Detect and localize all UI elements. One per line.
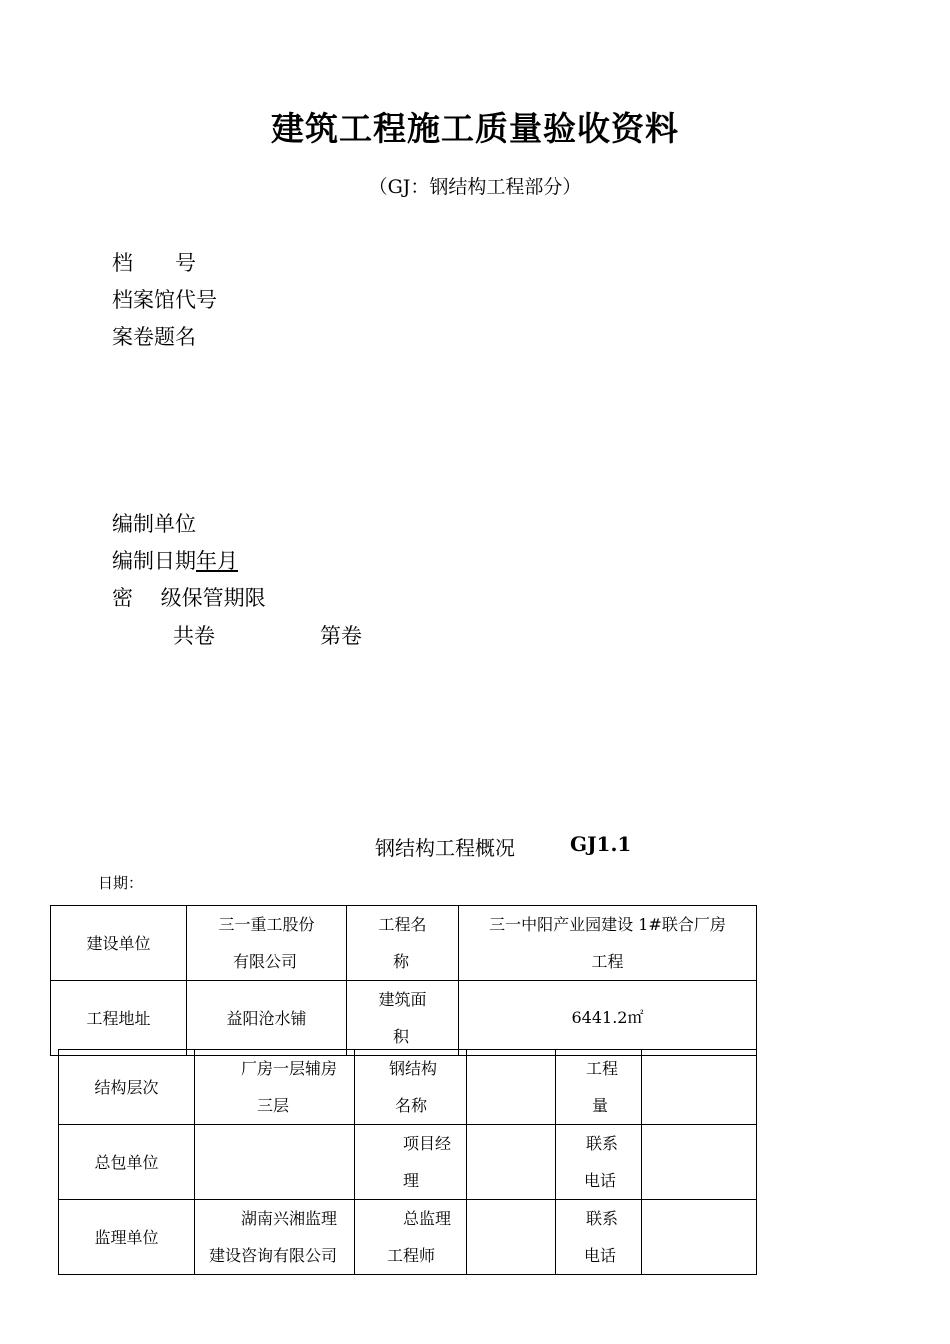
cell-label3 bbox=[556, 1200, 642, 1275]
cell-label: 建设单位 bbox=[51, 906, 187, 981]
total-volumes-label: 共卷 bbox=[173, 624, 215, 648]
cell-line: 钢结构 bbox=[389, 1059, 438, 1078]
cell-line: 积 bbox=[393, 1027, 410, 1046]
cell-label2 bbox=[355, 1125, 467, 1200]
cell-label3 bbox=[556, 1125, 642, 1200]
cell-line: 联系 bbox=[586, 1209, 619, 1228]
cell-label: 总包单位 bbox=[59, 1125, 195, 1200]
compile-date-row bbox=[112, 545, 238, 575]
table-row bbox=[59, 1125, 757, 1200]
cell-label2 bbox=[355, 1050, 467, 1125]
table-row bbox=[59, 1050, 757, 1125]
cell-value bbox=[195, 1200, 355, 1275]
volume-no-label: 第卷 bbox=[320, 624, 362, 648]
cell-value2 bbox=[467, 1125, 556, 1200]
cell-line: 理 bbox=[403, 1171, 420, 1190]
cell-value2 bbox=[459, 906, 757, 981]
cell-line: 厂房一层辅房 bbox=[241, 1059, 338, 1078]
cell-line: 有限公司 bbox=[233, 952, 298, 971]
cell-label: 工程地址 bbox=[51, 981, 187, 1056]
cell-label2 bbox=[347, 906, 459, 981]
cell-line: 工程 bbox=[591, 952, 624, 971]
overview-table-lower bbox=[58, 1049, 757, 1275]
cell-label2 bbox=[347, 981, 459, 1056]
cell-value bbox=[195, 1050, 355, 1125]
cell-label: 监理单位 bbox=[59, 1200, 195, 1275]
cell-line: 工程 bbox=[586, 1059, 619, 1078]
cell-value2: 6441.2㎡ bbox=[459, 981, 757, 1056]
overview-title: 钢结构工程概况 bbox=[375, 836, 515, 860]
cell-line: 工程名 bbox=[378, 915, 427, 934]
cell-label2 bbox=[355, 1200, 467, 1275]
cell-value2 bbox=[467, 1200, 556, 1275]
table-row bbox=[51, 981, 757, 1056]
cell-value bbox=[195, 1125, 355, 1200]
overview-code: GJ1.1 bbox=[570, 832, 632, 856]
cell-line: 总监理 bbox=[403, 1209, 452, 1228]
archive-code-label: 档案馆代号 bbox=[112, 288, 217, 312]
compile-date-label: 编制日期 bbox=[112, 549, 196, 573]
cell-line: 三一中阳产业园建设 1#联合厂房 bbox=[489, 915, 726, 934]
cell-value: 益阳沧水铺 bbox=[187, 981, 347, 1056]
file-no-label: 档 号 bbox=[112, 251, 196, 275]
cell-line: 联系 bbox=[586, 1134, 619, 1153]
cell-value3 bbox=[642, 1050, 757, 1125]
cell-value2 bbox=[467, 1050, 556, 1125]
overview-date-label: 日期： bbox=[98, 874, 144, 892]
cell-label3 bbox=[556, 1050, 642, 1125]
document-title: 建筑工程施工质量验收资料 bbox=[271, 109, 679, 148]
table-row bbox=[51, 906, 757, 981]
cell-line: 建筑面 bbox=[378, 990, 427, 1009]
cell-line: 湖南兴湘监理 bbox=[241, 1209, 338, 1228]
cell-label: 结构层次 bbox=[59, 1050, 195, 1125]
compile-date-value: 年月 bbox=[196, 549, 238, 573]
document-subtitle: （GJ：钢结构工程部分） bbox=[368, 176, 582, 198]
volume-title-label: 案卷题名 bbox=[112, 325, 196, 349]
cell-line: 工程师 bbox=[387, 1246, 436, 1265]
cell-value3 bbox=[642, 1125, 757, 1200]
cell-line: 项目经 bbox=[403, 1134, 452, 1153]
cell-line: 电话 bbox=[584, 1171, 617, 1190]
cell-line: 三层 bbox=[257, 1096, 290, 1115]
cell-line: 量 bbox=[592, 1096, 609, 1115]
secret-level-label: 密 级保管期限 bbox=[112, 586, 266, 610]
cell-line: 称 bbox=[393, 952, 410, 971]
cell-line: 建设咨询有限公司 bbox=[209, 1246, 338, 1265]
cell-line: 名称 bbox=[395, 1096, 428, 1115]
cell-value3 bbox=[642, 1200, 757, 1275]
table-row bbox=[59, 1200, 757, 1275]
cell-value bbox=[187, 906, 347, 981]
cell-line: 电话 bbox=[584, 1246, 617, 1265]
compiler-label: 编制单位 bbox=[112, 512, 196, 536]
overview-table-upper bbox=[50, 905, 757, 1056]
cell-line: 三一重工股份 bbox=[218, 915, 315, 934]
